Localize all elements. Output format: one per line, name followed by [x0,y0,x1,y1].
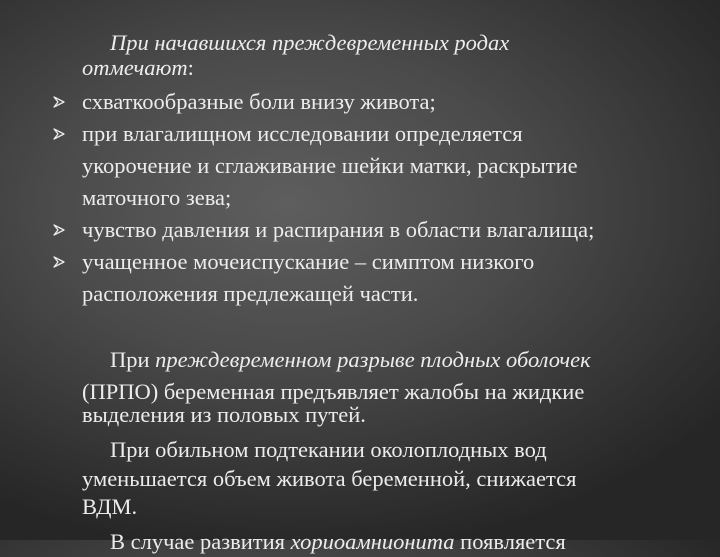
para-2-line-3: ВДМ. [82,494,138,519]
para-1-line-2: (ПРПО) беременная предъявляет жалобы на жидкие [82,379,585,404]
bullet-3-text: чувство давления и распирания в области влагалища; [82,217,595,242]
para-1-lead: При [110,347,156,372]
bullet-2-line-3: маточного зева; [82,185,232,210]
bullet-4-line-1: учащенное мочеиспускание – симптом низкого [82,249,535,274]
bullet-2-line-2: укорочение и сглаживание шейки матки, раскрытие [82,153,578,178]
bullet-4-line-2: расположения предлежащей части. [82,281,419,306]
para-3-emphasis: хориоамнионита [290,529,455,554]
para-3-line-1 [110,527,566,557]
para-1-line-1 [110,345,591,375]
para-1-emphasis: преждевременном разрыве плодных оболочек [155,347,591,372]
intro-colon: : [187,55,194,80]
arrowhead-bullet-icon [53,224,65,236]
para-3-lead: В случае развития [110,529,291,554]
para-2-line-2: уменьшается объем живота беременной, снижается [82,466,577,491]
bullet-1-text: схваткообразные боли внизу живота; [82,89,436,114]
arrowhead-bullet-icon [53,128,65,140]
para-1-line-3: выделения из половых путей. [82,402,366,427]
bullet-2-line-1: при влагалищном исследовании определяется [82,121,523,146]
intro-emphasis: отмечают [82,55,188,80]
intro-line-2 [82,53,194,83]
intro-text: При начавшихся преждевременных родах [110,30,510,55]
arrowhead-bullet-icon [53,96,65,108]
para-3-tail: появляется [454,529,566,554]
para-2-line-1: При обильном подтекании околоплодных вод [110,437,547,462]
arrowhead-bullet-icon [53,256,65,268]
